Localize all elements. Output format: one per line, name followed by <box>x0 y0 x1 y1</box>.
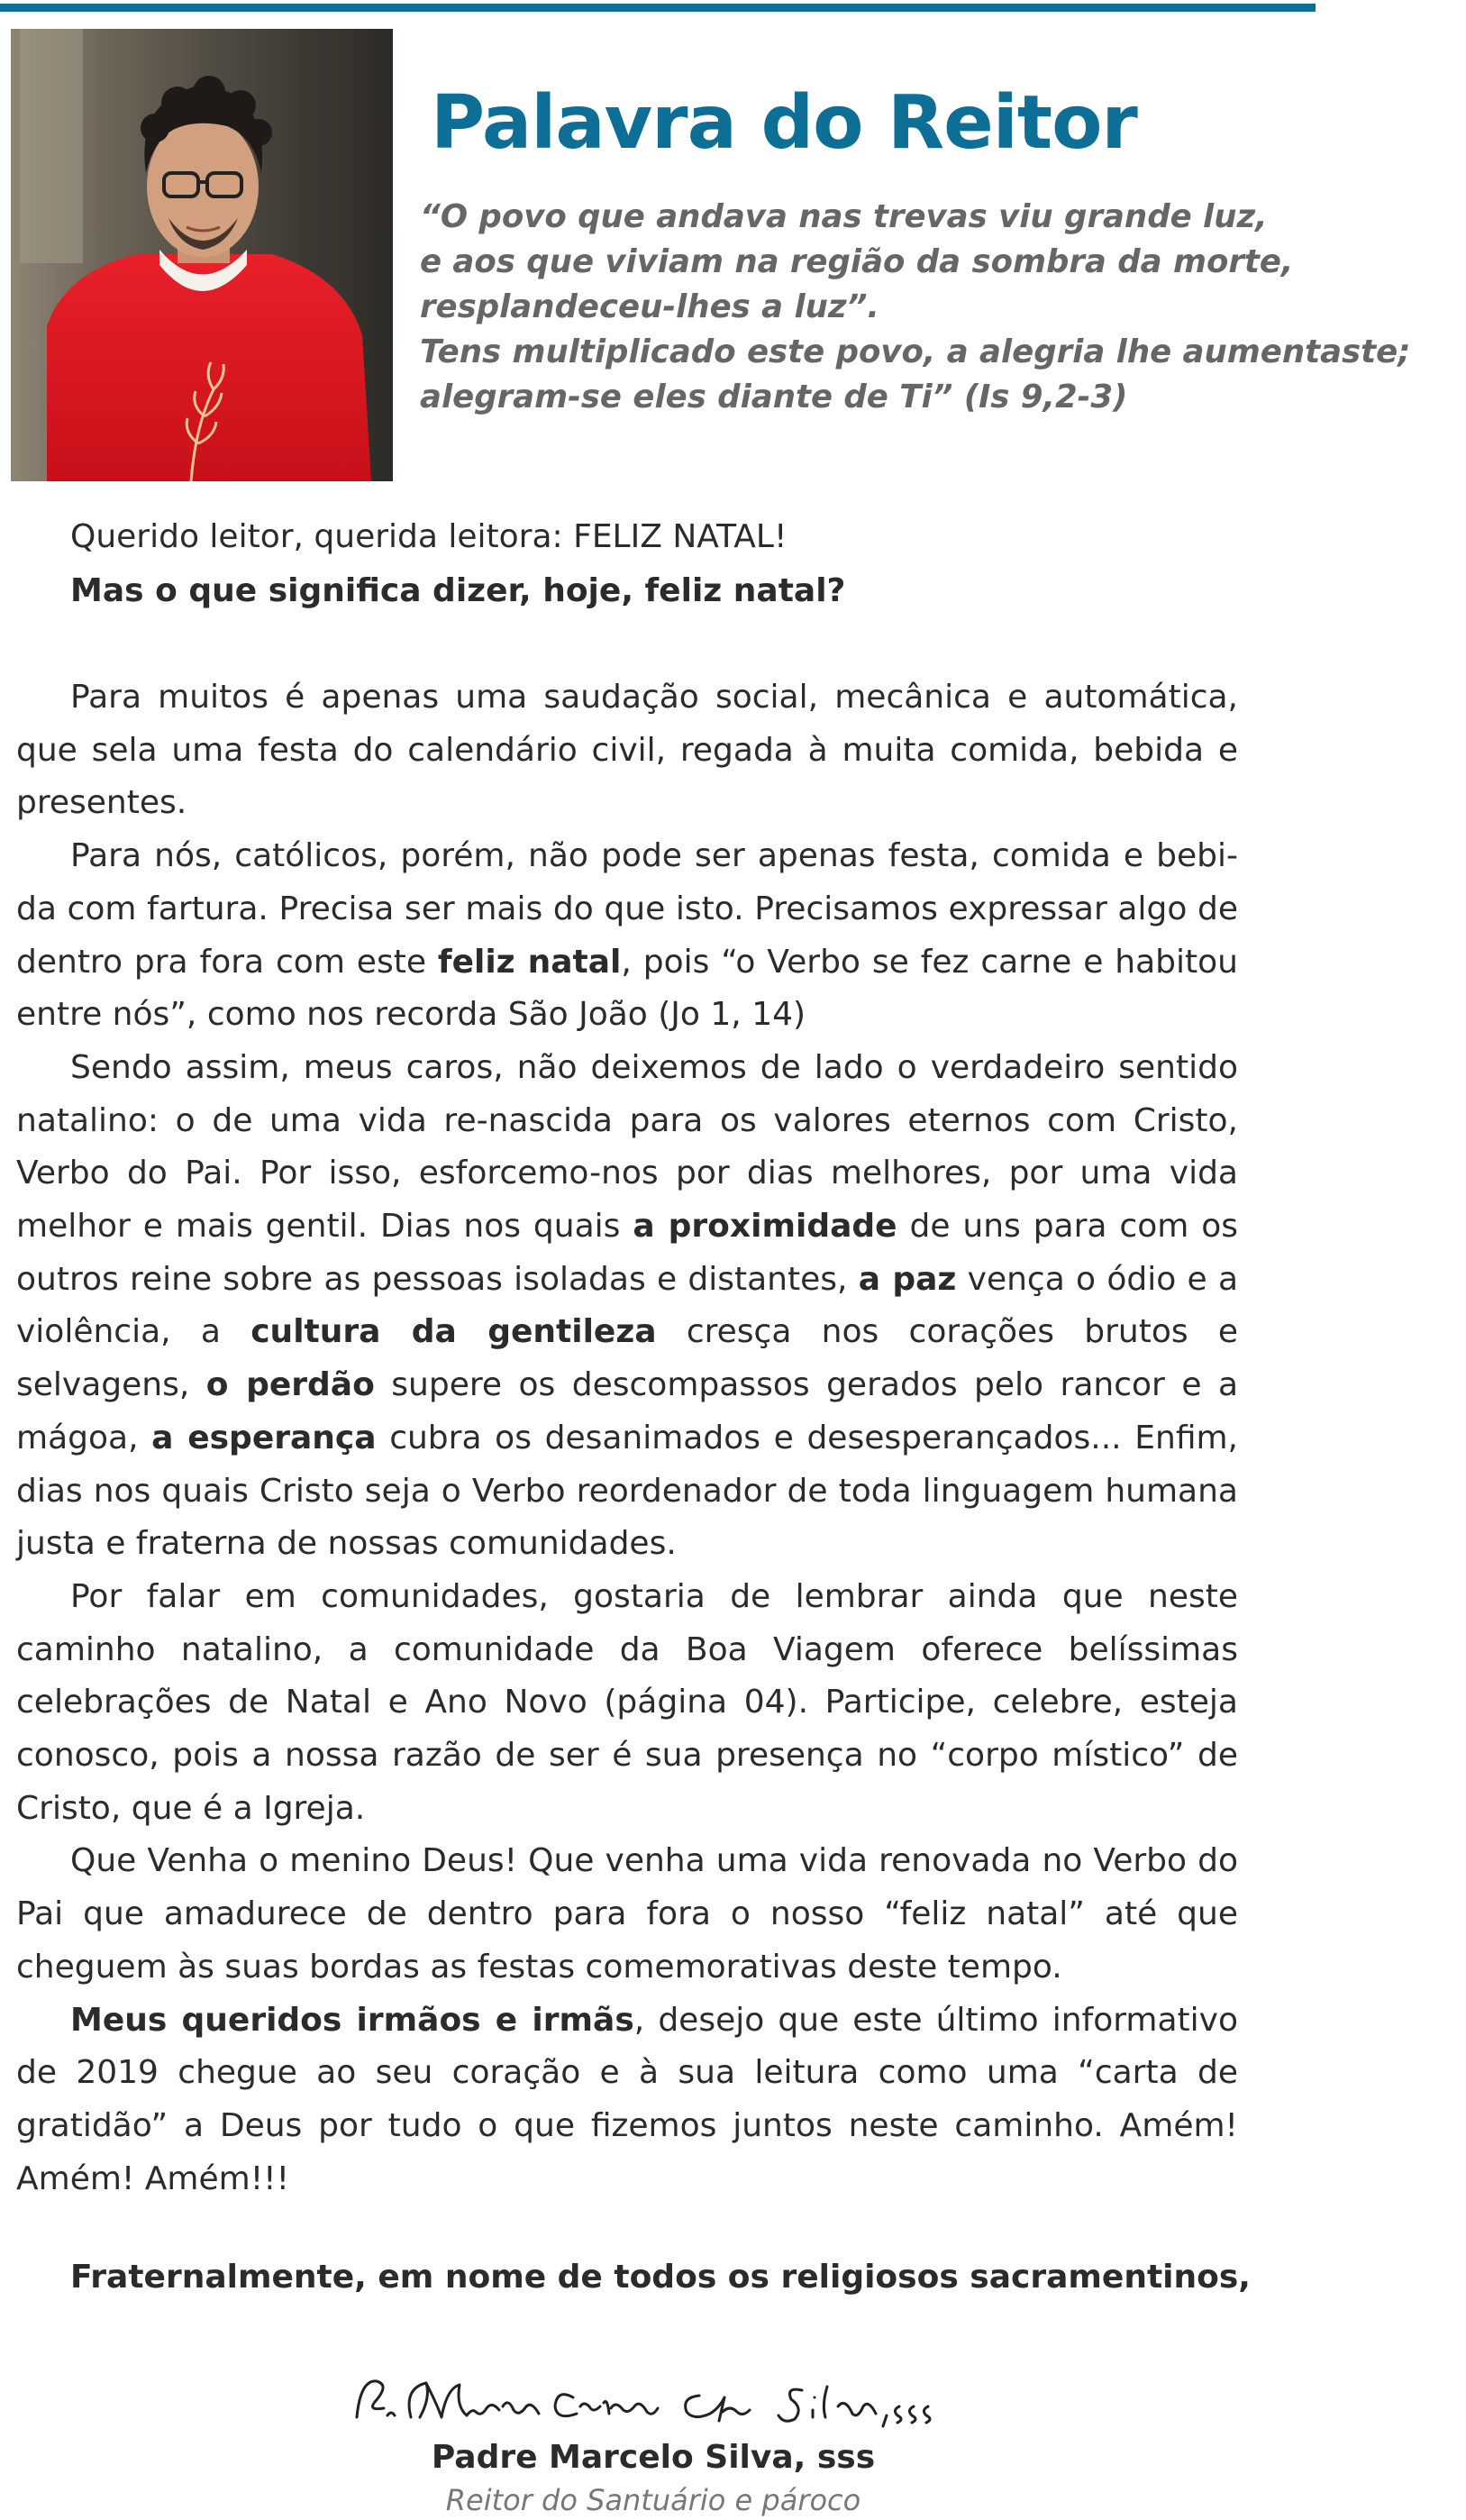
epigraph-line: alegram-se eles diante de Ti” (Is 9,2-3) <box>420 379 1128 415</box>
paragraph-3 <box>16 1042 1238 1571</box>
bold-run: cultura da gentileza <box>250 1313 657 1351</box>
bold-run: o perdão <box>205 1366 375 1404</box>
bold-run: feliz natal <box>437 943 622 981</box>
epigraph-line: resplandeceu-lhes a luz”. <box>420 288 879 325</box>
epigraph-line: Tens multiplicado este povo, a alegria lhe aumentaste; <box>420 333 1411 370</box>
intro-question: Mas o que significa dizer, hoje, feliz natal? <box>70 572 846 609</box>
epigraph-line: e aos que viviam na região da sombra da morte, <box>420 243 1294 280</box>
text-run: Para nós, católicos, porém, não pode ser apenas festa, comida e bebida com fartura. Precisa ser mais do que isto. Precisamos expressar algo de dentro pra fora com este <box>16 837 1238 981</box>
intro-section <box>16 510 1251 618</box>
text-run: vença o ódio e a violência, a <box>16 1260 1238 1351</box>
page-title: Palavra do Reitor <box>431 80 1137 166</box>
paragraph-1: Para muitos é apenas uma saudação social, mecânica e automática, que sela uma festa do calendário civil, regada à muita comida, bebida e presentes. <box>16 679 1238 822</box>
paragraph-2 <box>16 830 1238 1042</box>
bold-run: a paz <box>858 1260 957 1298</box>
text-run: , desejo que este último informativo de 2019 chegue ao seu coração e à sua leitura como uma “carta de gratidão” a Deus por tudo o que fizemos juntos neste caminho. Amém! Amém! Amém!!! <box>16 2001 1238 2197</box>
text-run: supere os descompassos gerados pelo rancor e a mágoa, <box>16 1366 1239 1456</box>
author-photo <box>11 29 393 481</box>
epigraph-line: “O povo que andava nas trevas viu grande luz, <box>420 198 1268 235</box>
text-run: cubra os desanimados e desesperançados... Enfim, dias nos quais Cristo seja o Verbo reordenador de toda linguagem humana justa e fraterna de nossas comunidades. <box>16 1419 1239 1563</box>
article-body <box>16 671 1238 2205</box>
top-rule <box>0 4 1316 12</box>
paragraph-4: Por falar em comunidades, gostaria de lembrar ainda que neste caminho natalino, a comunidade da Boa Viagem oferece belíssimas celebrações de Natal e Ano Novo (página 04). Participe, celebre, esteja conosco, pois a nossa razão de ser é sua presença no “corpo místico” de Cristo, que é a Igreja. <box>16 1577 1238 1827</box>
text-run: de uns para com os outros reine sobre as pessoas isoladas e distantes, <box>16 1208 1238 1298</box>
text-run: Sendo assim, meus caros, não deixemos de lado o verdadeiro sentido natalino: o de uma vida re-nascida para os valores eternos com Cristo, Verbo do Pai. Por isso, esforcemo-nos por dias melhores, por uma vida melhor e mais gentil. Dias nos quais <box>16 1048 1238 1246</box>
author-name: Padre Marcelo Silva, sss <box>431 2439 876 2476</box>
paragraph-5: Que Venha o menino Deus! Que venha uma vida renovada no Verbo do Pai que amadurece de dentro para fora o nosso “feliz natal” até que cheguem às suas bordas as festas comemorativas deste tempo. <box>16 1842 1238 1986</box>
text-run: cresça nos corações brutos e selvagens, <box>16 1313 1239 1404</box>
closing-salutation: Fraternalmente, em nome de todos os religiosos sacramentinos, <box>70 2259 1251 2296</box>
priest-portrait-photo <box>11 29 393 481</box>
signature-icon <box>341 2361 971 2442</box>
author-role: Reitor do Santuário e pároco <box>445 2483 861 2517</box>
greeting: Querido leitor, querida leitora: FELIZ NATAL! <box>70 518 788 555</box>
handwritten-signature <box>341 2361 971 2442</box>
bold-run: Meus queridos irmãos e irmãs <box>70 2001 634 2039</box>
text-run: , pois “o Verbo se fez carne e habitou entre nós”, como nos recorda São João (Jo 1, 14) <box>16 943 1238 1034</box>
bold-run: a proximidade <box>633 1208 897 1246</box>
bold-run: a esperança <box>151 1419 377 1456</box>
epigraph-quote <box>420 195 1411 420</box>
paragraph-6 <box>16 1995 1238 2206</box>
